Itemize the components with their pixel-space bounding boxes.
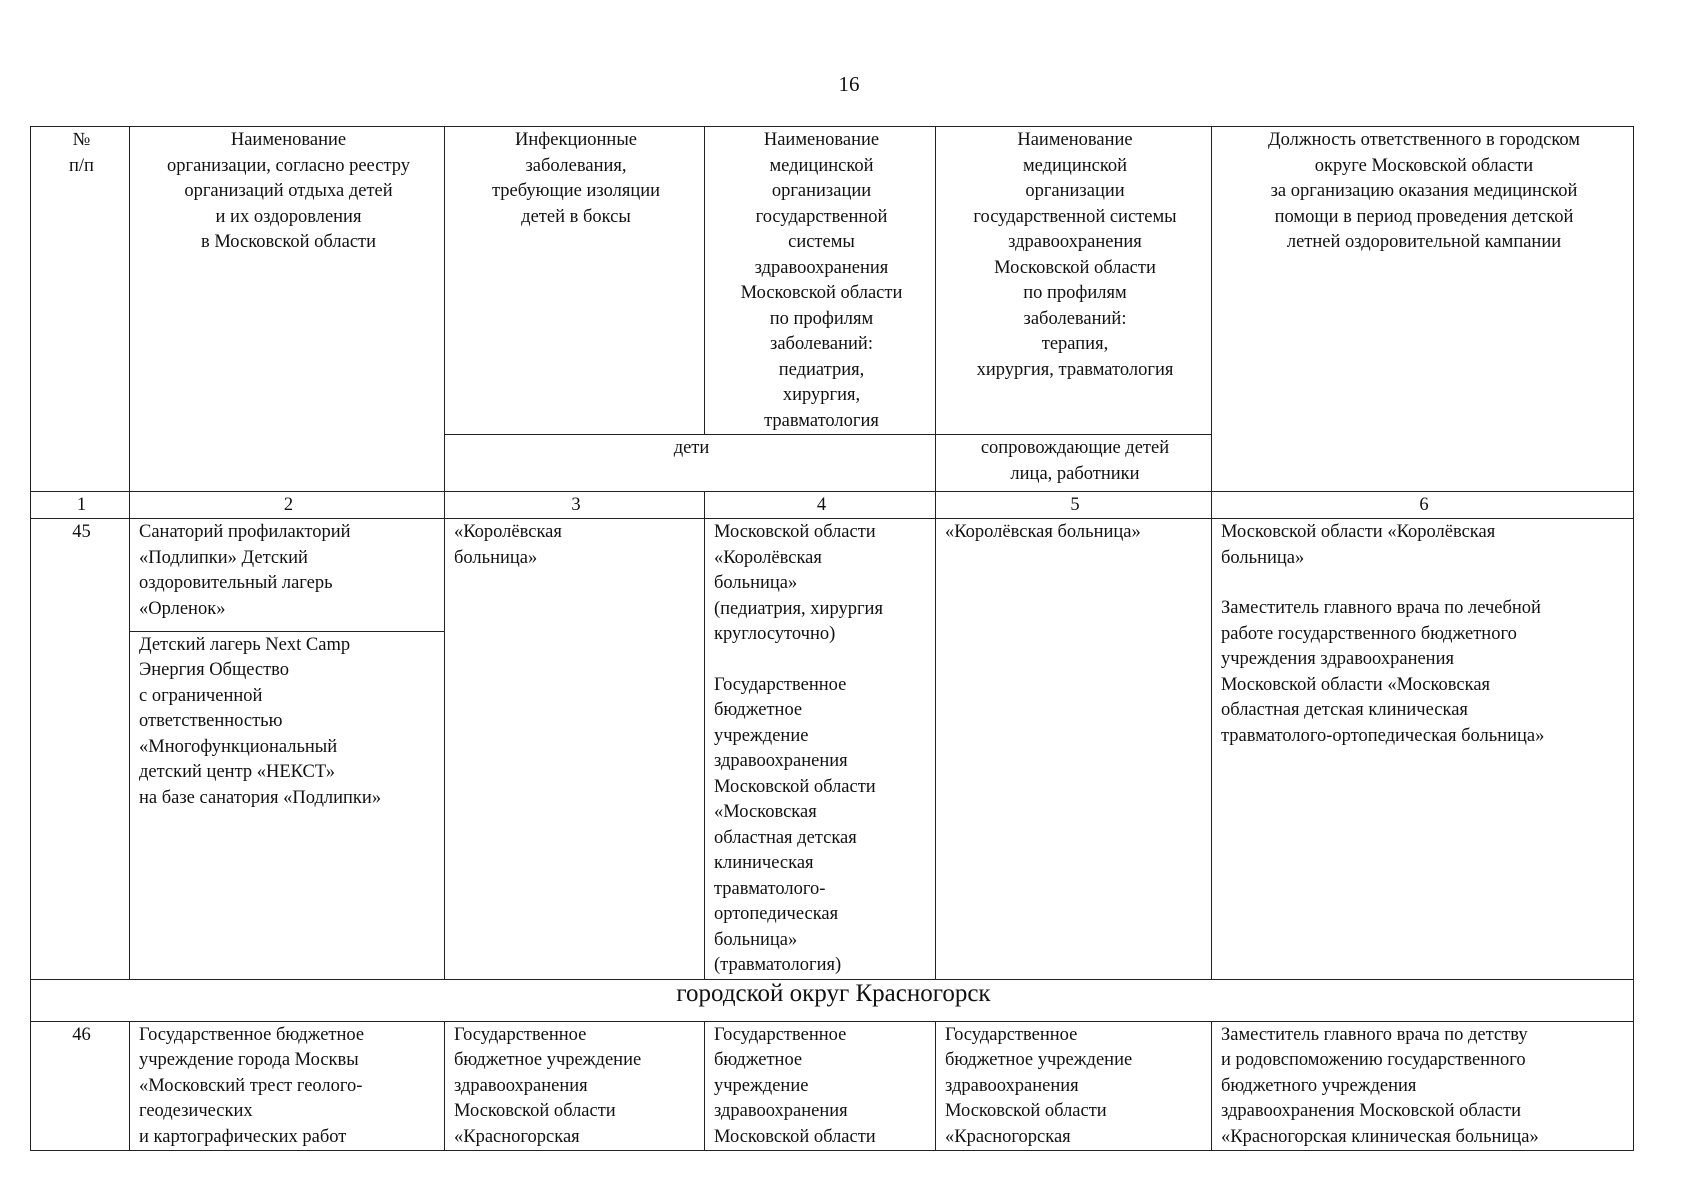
infection-hospital: Государственное бюджетное учреждение здравоохранения Московской области «Красногорская: [445, 1021, 705, 1151]
header-infection: Инфекционные заболевания, требующие изоляции детей в боксы: [445, 127, 705, 435]
responsible-position: [1212, 519, 1634, 980]
header-adult-medical-org: Наименование медицинской организации государственной системы здравоохранения Московской области по профилям заболеваний: терапия, хирургия, травматология: [936, 127, 1212, 435]
children-medical-org: [705, 519, 936, 980]
column-number: 6: [1212, 492, 1634, 519]
children-medical-org-part2: Государственное бюджетное учреждение здравоохранения Московской области «Московская областная детская клиническая травматолого- ортопедическая больница» (травматология): [714, 674, 876, 975]
district-heading: городской округ Красногорск: [31, 979, 1634, 1021]
organization-name: Государственное бюджетное учреждение города Москвы «Московский трест геолого- геодезических и картографических работ: [130, 1021, 445, 1151]
organization-name: Санаторий профилакторий «Подлипки» Детский оздоровительный лагерь «Орленок»: [130, 519, 445, 632]
children-medical-org-part1: Московской области «Королёвская больница» (педиатрия, хирургия круглосуточно): [714, 522, 883, 644]
column-numbers-row: [31, 492, 1634, 519]
district-row: [31, 979, 1634, 1021]
header-responsible: Должность ответственного в городском округе Московской области за организацию оказания медицинской помощи в период проведения детской летней оздоровительной кампании: [1212, 127, 1634, 492]
column-number: 5: [936, 492, 1212, 519]
header-children-medical-org: Наименование медицинской организации государственной системы здравоохранения Московской области по профилям заболеваний: педиатрия, хирургия, травматология: [705, 127, 936, 435]
header-organization: Наименование организации, согласно реестру организаций отдыха детей и их оздоровления в Московской области: [130, 127, 445, 492]
responsible-position-part1: Московской области «Королёвская больница»: [1221, 522, 1496, 568]
column-number: 1: [31, 492, 130, 519]
medical-organizations-table: [30, 126, 1634, 1151]
column-number: 2: [130, 492, 445, 519]
table-row: [31, 519, 1634, 632]
subheader-children: дети: [445, 435, 936, 492]
row-number: 46: [31, 1021, 130, 1151]
responsible-position-part2: Заместитель главного врача по лечебной работе государственного бюджетного учреждения здравоохранения Московской области «Московская областная детская клиническая травматолого-ортопедическая больница»: [1221, 598, 1545, 746]
header-number: № п/п: [31, 127, 130, 492]
adult-medical-org: Государственное бюджетное учреждение здравоохранения Московской области «Красногорская: [936, 1021, 1212, 1151]
infection-hospital: «Королёвская больница»: [445, 519, 705, 980]
organization-name: Детский лагерь Next Camp Энергия Общество с ограниченной ответственностью «Многофункциональный детский центр «НЕКСТ» на базе санатория «Подлипки»: [130, 631, 445, 979]
column-number: 3: [445, 492, 705, 519]
table-header-row: [31, 127, 1634, 435]
page-number: 16: [838, 72, 860, 96]
column-number: 4: [705, 492, 936, 519]
table-row: [31, 1021, 1634, 1151]
adult-medical-org: «Королёвская больница»: [936, 519, 1212, 980]
subheader-adults: сопровождающие детей лица, работники: [936, 435, 1212, 492]
row-number: 45: [31, 519, 130, 980]
children-medical-org: Государственное бюджетное учреждение здравоохранения Московской области: [705, 1021, 936, 1151]
responsible-position: Заместитель главного врача по детству и родовспоможению государственного бюджетного учреждения здравоохранения Московской области «Красногорская клиническая больница»: [1212, 1021, 1634, 1151]
